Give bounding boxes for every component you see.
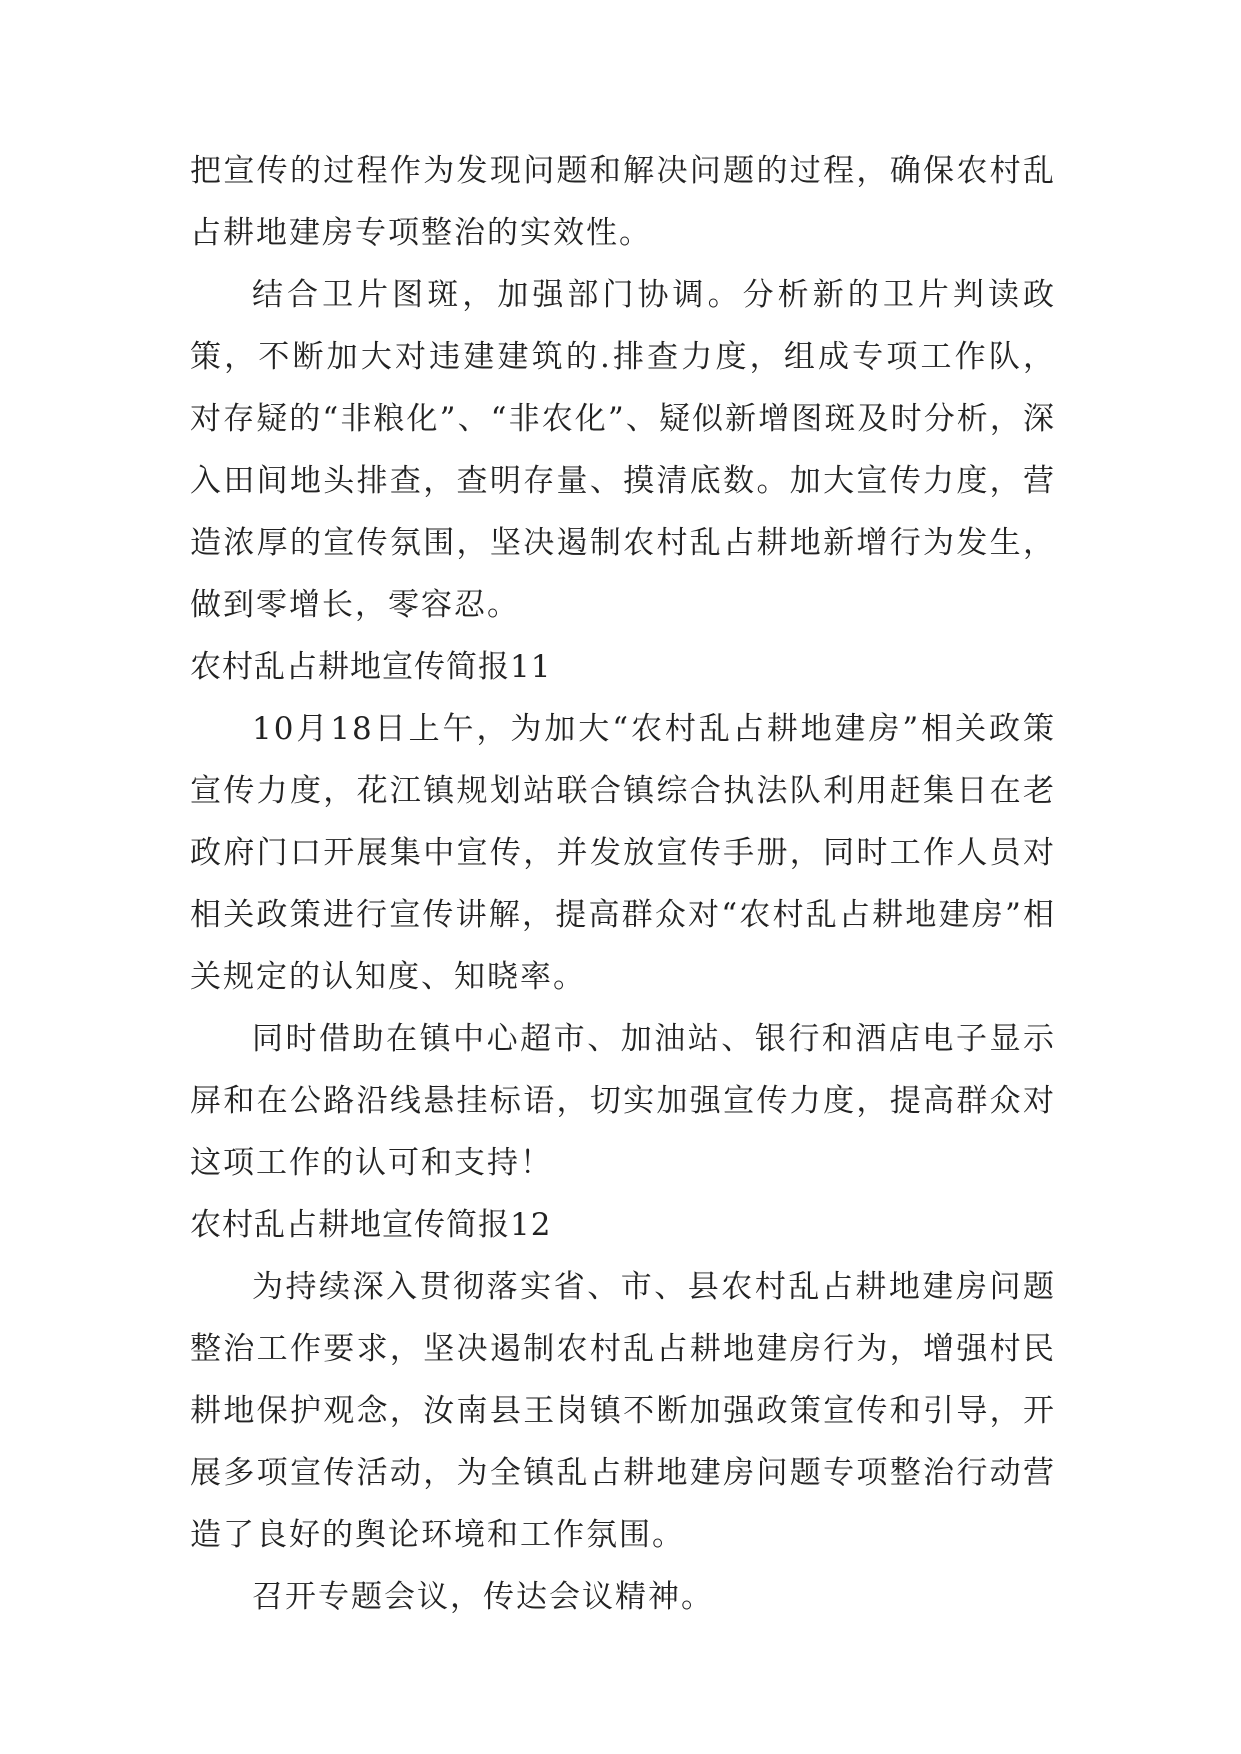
section-heading-12: 农村乱占耕地宣传简报12 — [190, 1207, 552, 1243]
document-body — [190, 140, 1056, 1628]
paragraph-continued: 把宣传的过程作为发现问题和解决问题的过程，确保农村乱占耕地建房专项整治的实效性。 — [190, 153, 1056, 251]
paragraph-special-meeting: 召开专题会议，传达会议精神。 — [252, 1579, 714, 1615]
paragraph-oct18-campaign: 10月18日上午，为加大“农村乱占耕地建房”相关政策宣传力度，花江镇规划站联合镇综合执法队利用赶集日在老政府门口开展集中宣传，并发放宣传手册，同时工作人员对相关政策进行宣传讲解，提高群众对“农村乱占耕地建房”相关规定的认知度、知晓率。 — [190, 711, 1056, 995]
paragraph-display-screens: 同时借助在镇中心超市、加油站、银行和酒店电子显示屏和在公路沿线悬挂标语，切实加强宣传力度，提高群众对这项工作的认可和支持！ — [190, 1021, 1056, 1181]
section-heading-11: 农村乱占耕地宣传简报11 — [190, 649, 552, 685]
paragraph-satellite-patches: 结合卫片图斑，加强部门协调。分析新的卫片判读政策，不断加大对违建建筑的.排查力度，组成专项工作队，对存疑的“非粮化”、“非农化”、疑似新增图斑及时分析，深入田间地头排查，查明存量、摸清底数。加大宣传力度，营造浓厚的宣传氛围，坚决遏制农村乱占耕地新增行为发生，做到零增长，零容忍。 — [190, 277, 1056, 623]
paragraph-wanggang-town: 为持续深入贯彻落实省、市、县农村乱占耕地建房问题整治工作要求，坚决遏制农村乱占耕地建房行为，增强村民耕地保护观念，汝南县王岗镇不断加强政策宣传和引导，开展多项宣传活动，为全镇乱占耕地建房问题专项整治行动营造了良好的舆论环境和工作氛围。 — [190, 1269, 1056, 1553]
